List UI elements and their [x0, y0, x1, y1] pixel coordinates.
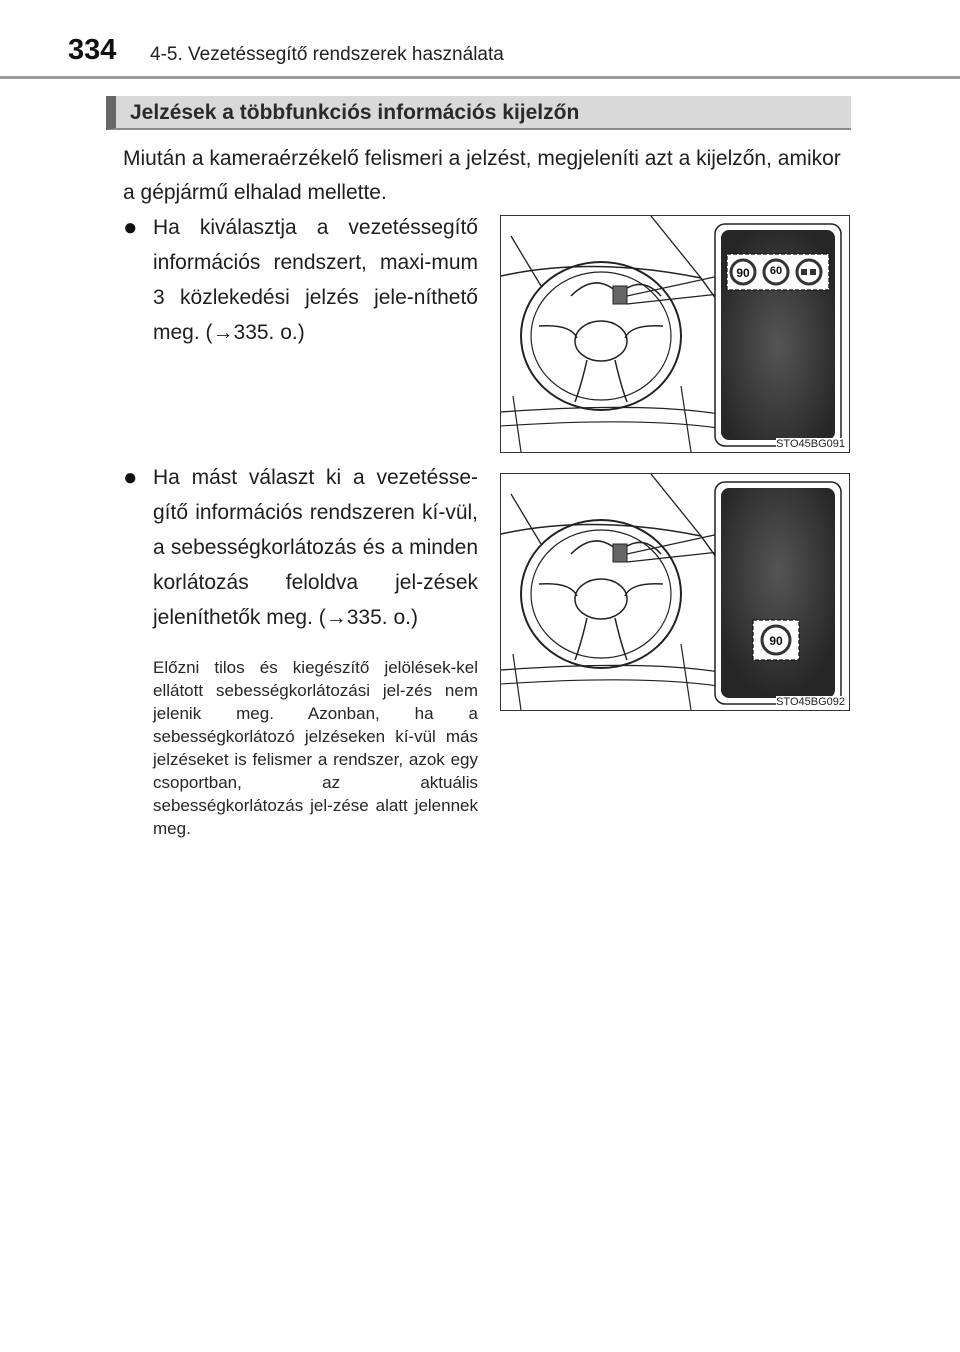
intro-paragraph: Miután a kameraérzékelő felismeri a jelzést, megjeleníti azt a kijelzőn, amikor a gépjármű elhalad mellette.: [123, 147, 841, 204]
page-number: 334: [68, 34, 117, 66]
bullet-icon: ●: [123, 214, 138, 241]
dashboard-illustration: [501, 216, 849, 452]
bullet-item-1: [123, 210, 478, 350]
figure-single-sign: [500, 473, 850, 711]
figure-code: STO45BG092: [776, 696, 845, 708]
bullet-text: Ha kiválasztja a vezetéssegítő információs rendszert, maxi-mum 3 közlekedési jelzés jele-níthető meg. (→335. o.): [153, 216, 478, 344]
sign-speed-label: 90: [769, 634, 783, 648]
figure-code: STO45BG091: [776, 438, 845, 450]
bullet-item-2: [123, 460, 478, 635]
dashboard-illustration: [501, 474, 849, 710]
section-heading: Jelzések a többfunkciós információs kijelzőn: [106, 96, 851, 130]
bullet-text: Ha mást választ ki a vezetésse-gítő információs rendszeren kí-vül, a sebességkorlátozás és a minden korlátozás feloldva jel-zések jeleníthetők meg. (→335. o.): [153, 466, 478, 629]
bullet-icon: ●: [123, 464, 138, 491]
header-divider: [0, 76, 960, 79]
note-paragraph: Előzni tilos és kiegészítő jelölések-kel ellátott sebességkorlátozási jel-zés nem jelenik meg. Azonban, ha a sebességkorlátozó jelzéseken kí-vül más jelzéseket is felismer a rendszer, azok egy csoportban, az aktuális sebességkorlátozás jel-zése alatt jelennek meg.: [153, 658, 478, 838]
figure-three-signs: [500, 215, 850, 453]
chapter-title: 4-5. Vezetéssegítő rendszerek használata: [150, 44, 504, 65]
sign-speed-label: 90: [736, 266, 750, 280]
sign-speed-label: 60: [769, 265, 783, 277]
